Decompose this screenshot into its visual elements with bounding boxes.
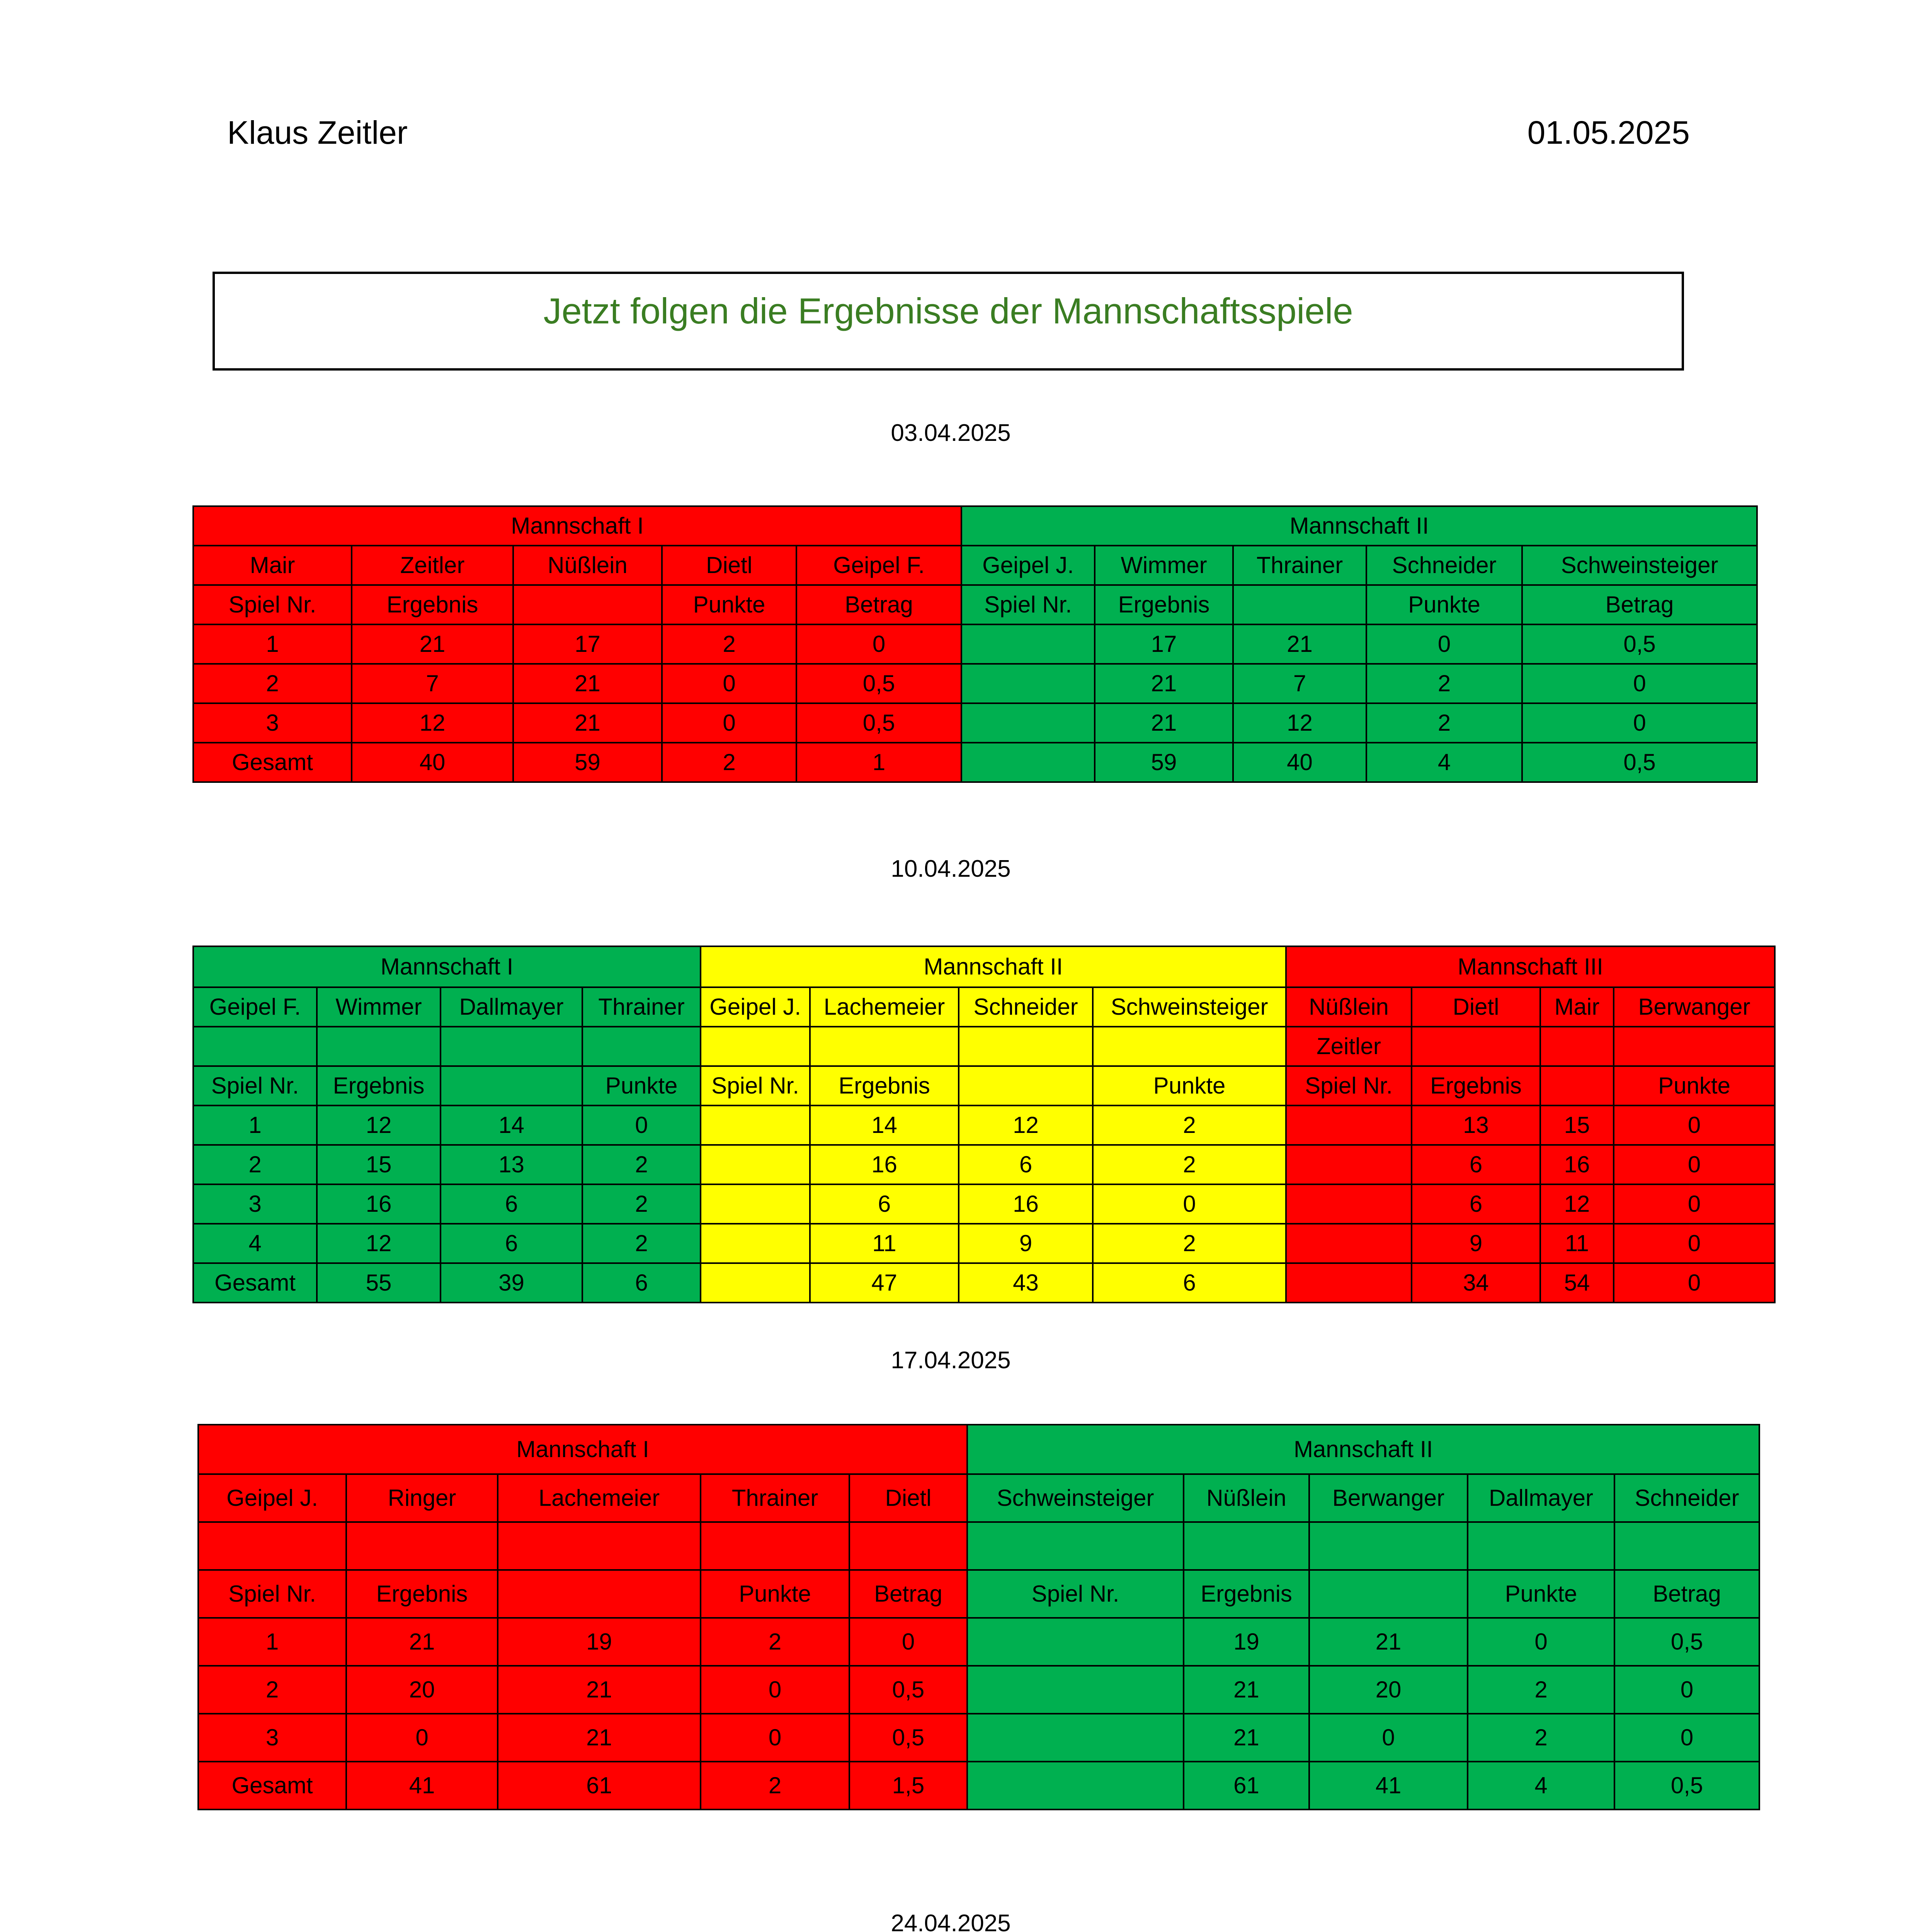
- table-cell: Spiel Nr.: [701, 1066, 810, 1105]
- table-cell: 2: [582, 1184, 701, 1224]
- table-cell: 13: [1412, 1105, 1540, 1145]
- table-cell: Spiel Nr.: [967, 1570, 1184, 1618]
- table-row: [198, 1474, 1759, 1522]
- table-cell: Geipel J.: [198, 1474, 346, 1522]
- table-cell: 0: [1614, 1666, 1759, 1714]
- match-date: 10.04.2025: [891, 855, 1011, 882]
- table-cell: Punkte: [582, 1066, 701, 1105]
- table-cell: 0: [701, 1714, 849, 1762]
- table-cell: 47: [810, 1263, 959, 1303]
- table-cell: Wimmer: [1095, 546, 1233, 585]
- team-header-row: [193, 506, 1757, 546]
- table-row: [193, 1184, 1775, 1224]
- table-cell: [701, 1263, 810, 1303]
- table-cell: 6: [1412, 1145, 1540, 1184]
- table-cell: 21: [1184, 1666, 1309, 1714]
- table-cell: [810, 1027, 959, 1066]
- table-cell: 6: [441, 1184, 582, 1224]
- table-cell: [967, 1762, 1184, 1810]
- table-cell: [1286, 1105, 1412, 1145]
- table-cell: Ergebnis: [1095, 585, 1233, 624]
- table-cell: 11: [1540, 1224, 1614, 1263]
- table-cell: Betrag: [1614, 1570, 1759, 1618]
- table-cell: 0: [1366, 624, 1522, 664]
- table-cell: 3: [193, 1184, 317, 1224]
- table-cell: Ringer: [346, 1474, 498, 1522]
- table-cell: 17: [1095, 624, 1233, 664]
- table-cell: 1: [193, 1105, 317, 1145]
- table-cell: Dietl: [849, 1474, 967, 1522]
- table-cell: Schneider: [1614, 1474, 1759, 1522]
- table-cell: 0: [346, 1714, 498, 1762]
- table-cell: [441, 1066, 582, 1105]
- table-cell: 41: [1309, 1762, 1468, 1810]
- table-cell: [701, 1105, 810, 1145]
- table-cell: 21: [1095, 703, 1233, 743]
- table-cell: 2: [193, 1145, 317, 1184]
- table-cell: 2: [701, 1762, 849, 1810]
- table-cell: 15: [1540, 1105, 1614, 1145]
- table-cell: [1614, 1522, 1759, 1570]
- team-name-cell: Mannschaft I: [198, 1425, 967, 1474]
- table-cell: 1,5: [849, 1762, 967, 1810]
- table-cell: [498, 1570, 701, 1618]
- table-cell: 6: [582, 1263, 701, 1303]
- table-row: [193, 624, 1757, 664]
- table-cell: Betrag: [849, 1570, 967, 1618]
- team-name-cell: Mannschaft I: [193, 506, 961, 546]
- match-date: 03.04.2025: [891, 420, 1011, 446]
- results-table: [192, 505, 1758, 783]
- table-cell: Betrag: [1522, 585, 1757, 624]
- table-cell: [1233, 585, 1366, 624]
- table-cell: Berwanger: [1309, 1474, 1468, 1522]
- match-date: 17.04.2025: [891, 1347, 1011, 1374]
- table-row: [193, 987, 1775, 1027]
- table-cell: 16: [959, 1184, 1093, 1224]
- table-cell: 0,5: [796, 703, 961, 743]
- table-row: [193, 585, 1757, 624]
- table-cell: [967, 1618, 1184, 1666]
- table-cell: 21: [1095, 664, 1233, 703]
- table-cell: Geipel J.: [701, 987, 810, 1027]
- table-cell: [1309, 1522, 1468, 1570]
- table-cell: 21: [513, 664, 662, 703]
- table-cell: Punkte: [662, 585, 796, 624]
- table-cell: [1184, 1522, 1309, 1570]
- table-cell: 9: [1412, 1224, 1540, 1263]
- table-cell: 0: [1614, 1263, 1775, 1303]
- table-cell: [701, 1145, 810, 1184]
- table-cell: Schneider: [1366, 546, 1522, 585]
- table-cell: 17: [513, 624, 662, 664]
- table-cell: 15: [317, 1145, 441, 1184]
- table-cell: Thrainer: [582, 987, 701, 1027]
- table-cell: [582, 1027, 701, 1066]
- table-cell: [701, 1184, 810, 1224]
- table-cell: [1614, 1027, 1775, 1066]
- table-cell: 0: [1522, 664, 1757, 703]
- table-cell: 54: [1540, 1263, 1614, 1303]
- table-cell: 7: [1233, 664, 1366, 703]
- team-name-cell: Mannschaft I: [193, 946, 701, 987]
- table-cell: [1309, 1570, 1468, 1618]
- table-cell: Dietl: [1412, 987, 1540, 1027]
- table-cell: Geipel J.: [961, 546, 1095, 585]
- table-cell: Ergebnis: [810, 1066, 959, 1105]
- table-cell: Lachemeier: [498, 1474, 701, 1522]
- table-cell: Spiel Nr.: [1286, 1066, 1412, 1105]
- table-cell: Thrainer: [701, 1474, 849, 1522]
- table-cell: 14: [441, 1105, 582, 1145]
- table-cell: 0: [701, 1666, 849, 1714]
- title-box: [213, 272, 1684, 371]
- table-cell: 12: [317, 1105, 441, 1145]
- table-cell: 0: [1093, 1184, 1286, 1224]
- table-cell: 9: [959, 1224, 1093, 1263]
- table-cell: Nüßlein: [1286, 987, 1412, 1027]
- table-cell: 0,5: [796, 664, 961, 703]
- table-cell: Nüßlein: [1184, 1474, 1309, 1522]
- table-row: [198, 1570, 1759, 1618]
- table-cell: 6: [1093, 1263, 1286, 1303]
- table-cell: Punkte: [1093, 1066, 1286, 1105]
- table-cell: [701, 1027, 810, 1066]
- table-cell: 0: [1614, 1224, 1775, 1263]
- table-row: [193, 1145, 1775, 1184]
- table-cell: [317, 1027, 441, 1066]
- match-date: 24.04.2025: [891, 1910, 1011, 1932]
- table-cell: 0: [849, 1618, 967, 1666]
- table-cell: 21: [513, 703, 662, 743]
- table-row: [198, 1618, 1759, 1666]
- table-cell: Dallmayer: [1468, 1474, 1614, 1522]
- table-cell: [513, 585, 662, 624]
- table-cell: 0: [1614, 1184, 1775, 1224]
- table-cell: Wimmer: [317, 987, 441, 1027]
- table-cell: Ergebnis: [352, 585, 513, 624]
- table-cell: 6: [441, 1224, 582, 1263]
- table-cell: Gesamt: [193, 1263, 317, 1303]
- table-cell: 21: [498, 1666, 701, 1714]
- table-cell: 2: [1468, 1666, 1614, 1714]
- table-cell: 19: [498, 1618, 701, 1666]
- table-cell: Zeitler: [352, 546, 513, 585]
- table-cell: [1540, 1066, 1614, 1105]
- table-cell: Spiel Nr.: [961, 585, 1095, 624]
- table-cell: 40: [352, 743, 513, 782]
- table-cell: [1286, 1145, 1412, 1184]
- table-cell: Ergebnis: [1412, 1066, 1540, 1105]
- table-cell: [1286, 1184, 1412, 1224]
- table-cell: Gesamt: [193, 743, 352, 782]
- table-cell: [849, 1522, 967, 1570]
- table-cell: [498, 1522, 701, 1570]
- table-cell: 2: [1366, 664, 1522, 703]
- table-cell: Geipel F.: [796, 546, 961, 585]
- table-cell: 14: [810, 1105, 959, 1145]
- table-cell: 21: [346, 1618, 498, 1666]
- table-cell: 0: [662, 703, 796, 743]
- table-cell: 0,5: [1614, 1618, 1759, 1666]
- table-cell: 19: [1184, 1618, 1309, 1666]
- table-cell: [967, 1714, 1184, 1762]
- table-cell: 0: [1468, 1618, 1614, 1666]
- table-cell: 11: [810, 1224, 959, 1263]
- table-cell: 13: [441, 1145, 582, 1184]
- table-cell: 34: [1412, 1263, 1540, 1303]
- table-row: [193, 1105, 1775, 1145]
- table-cell: [198, 1522, 346, 1570]
- table-row: [198, 1666, 1759, 1714]
- table-cell: Ergebnis: [346, 1570, 498, 1618]
- table-cell: 0: [796, 624, 961, 664]
- table-cell: 0: [1614, 1105, 1775, 1145]
- table-cell: Mair: [1540, 987, 1614, 1027]
- table-row: [198, 1522, 1759, 1570]
- table-cell: 59: [513, 743, 662, 782]
- table-cell: [961, 624, 1095, 664]
- table-cell: [1540, 1027, 1614, 1066]
- table-cell: [193, 1027, 317, 1066]
- table-cell: [701, 1224, 810, 1263]
- table-cell: [1468, 1522, 1614, 1570]
- table-cell: Gesamt: [198, 1762, 346, 1810]
- table-cell: [346, 1522, 498, 1570]
- table-cell: Punkte: [1468, 1570, 1614, 1618]
- table-cell: 4: [1366, 743, 1522, 782]
- team-header-row: [198, 1425, 1759, 1474]
- table-cell: [967, 1666, 1184, 1714]
- table-cell: 43: [959, 1263, 1093, 1303]
- table-cell: Spiel Nr.: [193, 1066, 317, 1105]
- team-name-cell: Mannschaft III: [1286, 946, 1775, 987]
- table-cell: 16: [810, 1145, 959, 1184]
- table-cell: 4: [1468, 1762, 1614, 1810]
- results-table: [192, 946, 1776, 1303]
- table-row: [198, 1714, 1759, 1762]
- table-cell: 0,5: [1614, 1762, 1759, 1810]
- table-cell: [961, 703, 1095, 743]
- table-cell: Schweinsteiger: [1522, 546, 1757, 585]
- table-cell: Punkte: [1614, 1066, 1775, 1105]
- table-row: [193, 1066, 1775, 1105]
- table-cell: 1: [193, 624, 352, 664]
- table-cell: 12: [317, 1224, 441, 1263]
- table-cell: 21: [1233, 624, 1366, 664]
- table-cell: Schneider: [959, 987, 1093, 1027]
- table-cell: 7: [352, 664, 513, 703]
- table-cell: Spiel Nr.: [193, 585, 352, 624]
- table-cell: Punkte: [1366, 585, 1522, 624]
- table-cell: [959, 1027, 1093, 1066]
- table-cell: Nüßlein: [513, 546, 662, 585]
- table-cell: [1412, 1027, 1540, 1066]
- table-cell: 2: [582, 1145, 701, 1184]
- table-cell: 0: [1309, 1714, 1468, 1762]
- table-cell: Berwanger: [1614, 987, 1775, 1027]
- table-cell: Ergebnis: [317, 1066, 441, 1105]
- table-cell: 2: [198, 1666, 346, 1714]
- table-cell: 12: [1233, 703, 1366, 743]
- team-name-cell: Mannschaft II: [961, 506, 1757, 546]
- table-cell: Zeitler: [1286, 1027, 1412, 1066]
- table-cell: 1: [198, 1618, 346, 1666]
- document-date: 01.05.2025: [1527, 114, 1690, 151]
- table-cell: [961, 664, 1095, 703]
- table-cell: 2: [1093, 1145, 1286, 1184]
- table-cell: 0: [1614, 1145, 1775, 1184]
- table-cell: 61: [498, 1762, 701, 1810]
- page-title: Jetzt folgen die Ergebnisse der Mannschaftsspiele: [543, 291, 1353, 331]
- table-cell: 2: [1468, 1714, 1614, 1762]
- table-row: [193, 546, 1757, 585]
- table-cell: 21: [1309, 1618, 1468, 1666]
- table-cell: 20: [1309, 1666, 1468, 1714]
- table-cell: 2: [1366, 703, 1522, 743]
- table-row: [193, 703, 1757, 743]
- author-name: Klaus Zeitler: [227, 114, 408, 151]
- table-cell: Mair: [193, 546, 352, 585]
- table-cell: Dallmayer: [441, 987, 582, 1027]
- table-cell: 0: [662, 664, 796, 703]
- table-row: [193, 743, 1757, 782]
- table-cell: Schweinsteiger: [1093, 987, 1286, 1027]
- table-cell: 2: [1093, 1224, 1286, 1263]
- table-cell: 16: [1540, 1145, 1614, 1184]
- table-cell: [959, 1066, 1093, 1105]
- table-cell: Geipel F.: [193, 987, 317, 1027]
- team-name-cell: Mannschaft II: [967, 1425, 1759, 1474]
- table-cell: Punkte: [701, 1570, 849, 1618]
- table-cell: 2: [1093, 1105, 1286, 1145]
- table-cell: 0: [582, 1105, 701, 1145]
- table-cell: 6: [1412, 1184, 1540, 1224]
- table-cell: Schweinsteiger: [967, 1474, 1184, 1522]
- table-cell: 55: [317, 1263, 441, 1303]
- table-cell: Betrag: [796, 585, 961, 624]
- table-cell: [967, 1522, 1184, 1570]
- table-cell: [1286, 1224, 1412, 1263]
- table-row: [198, 1762, 1759, 1810]
- table-cell: 21: [498, 1714, 701, 1762]
- table-cell: 16: [317, 1184, 441, 1224]
- table-cell: 2: [193, 664, 352, 703]
- table-cell: 12: [1540, 1184, 1614, 1224]
- table-cell: 0: [1522, 703, 1757, 743]
- table-row: [193, 1263, 1775, 1303]
- table-cell: 2: [582, 1224, 701, 1263]
- table-cell: Dietl: [662, 546, 796, 585]
- table-cell: 0,5: [1522, 624, 1757, 664]
- table-cell: 21: [1184, 1714, 1309, 1762]
- table-cell: 0,5: [849, 1714, 967, 1762]
- table-cell: 6: [959, 1145, 1093, 1184]
- table-cell: [1286, 1263, 1412, 1303]
- table-cell: 6: [810, 1184, 959, 1224]
- table-cell: 2: [662, 624, 796, 664]
- table-cell: [1093, 1027, 1286, 1066]
- table-row: [193, 664, 1757, 703]
- table-cell: 3: [193, 703, 352, 743]
- table-cell: 41: [346, 1762, 498, 1810]
- table-cell: 3: [198, 1714, 346, 1762]
- table-cell: 2: [662, 743, 796, 782]
- results-table: [197, 1424, 1760, 1810]
- table-cell: 61: [1184, 1762, 1309, 1810]
- table-cell: 4: [193, 1224, 317, 1263]
- table-cell: 21: [352, 624, 513, 664]
- table-cell: 12: [352, 703, 513, 743]
- table-cell: 0: [1614, 1714, 1759, 1762]
- table-cell: Spiel Nr.: [198, 1570, 346, 1618]
- table-cell: 12: [959, 1105, 1093, 1145]
- table-cell: 39: [441, 1263, 582, 1303]
- team-name-cell: Mannschaft II: [701, 946, 1286, 987]
- table-cell: 0,5: [849, 1666, 967, 1714]
- table-row: [193, 1224, 1775, 1263]
- table-row: [193, 1027, 1775, 1066]
- table-cell: Ergebnis: [1184, 1570, 1309, 1618]
- table-cell: 20: [346, 1666, 498, 1714]
- table-cell: 40: [1233, 743, 1366, 782]
- table-cell: [961, 743, 1095, 782]
- table-cell: 2: [701, 1618, 849, 1666]
- table-cell: 1: [796, 743, 961, 782]
- table-cell: 59: [1095, 743, 1233, 782]
- table-cell: Lachemeier: [810, 987, 959, 1027]
- team-header-row: [193, 946, 1775, 987]
- table-cell: [701, 1522, 849, 1570]
- table-cell: Thrainer: [1233, 546, 1366, 585]
- table-cell: [441, 1027, 582, 1066]
- table-cell: 0,5: [1522, 743, 1757, 782]
